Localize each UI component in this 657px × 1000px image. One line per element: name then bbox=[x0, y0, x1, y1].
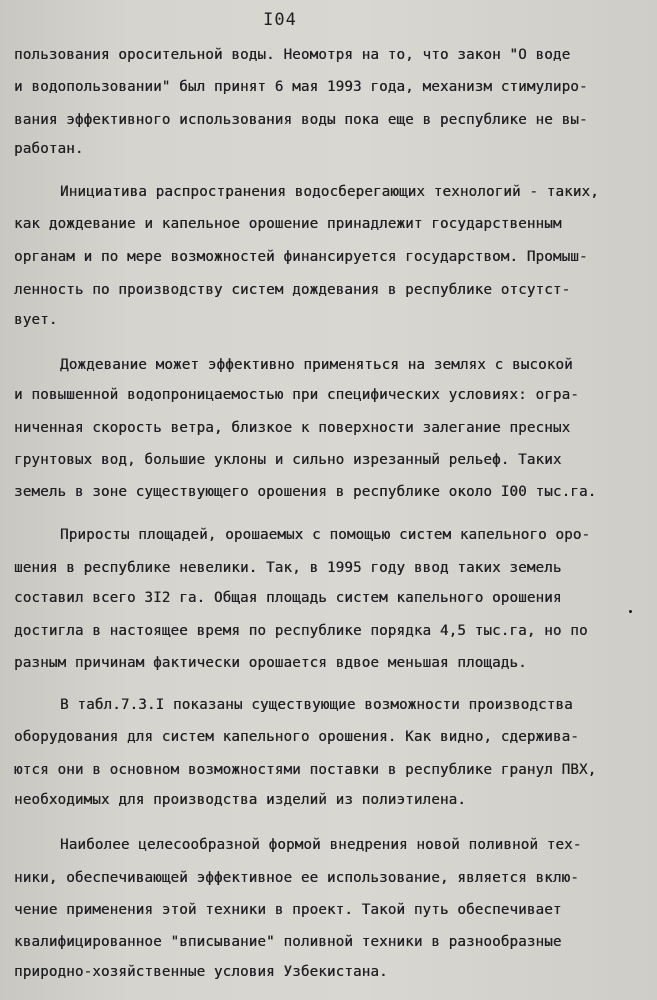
text-line: Дождевание может эффективно применяться на землях с высокой bbox=[60, 357, 573, 373]
text-line: шения в республике невелики. Так, в 1995 году ввод таких земель bbox=[14, 560, 562, 576]
text-line: ниченная скорость ветра, близкое к поверхности залегание пресных bbox=[14, 420, 571, 436]
page-number: I04 bbox=[263, 10, 297, 30]
text-line: составил всего 3I2 га. Общая площадь систем капельного орошения bbox=[14, 590, 562, 606]
text-line: оборудования для систем капельного орошения. Как видно, сдержива- bbox=[14, 729, 579, 745]
text-line: органам и по мере возможностей финансируется государством. Промыш- bbox=[14, 249, 588, 265]
text-line: природно-хозяйственные условия Узбекистана. bbox=[14, 964, 388, 980]
text-line: необходимых для производства изделий из полиэтилена. bbox=[14, 792, 466, 808]
text-line: и повышенной водопроницаемостью при специфических условиях: огра- bbox=[14, 387, 579, 403]
text-line: Инициатива распространения водосберегающих технологий - таких, bbox=[60, 184, 599, 200]
text-line: В табл.7.3.I показаны существующие возможности производства bbox=[60, 697, 573, 713]
text-line: ники, обеспечивающей эффективное ее использование, является вклю- bbox=[14, 870, 579, 886]
text-line: Наиболее целесообразной формой внедрения новой поливной тех- bbox=[60, 837, 582, 853]
text-line: как дождевание и капельное орошение принадлежит государственным bbox=[14, 216, 562, 232]
text-line: ленность по производству систем дождевания в республике отсутст- bbox=[14, 282, 571, 298]
text-line: квалифицированное "вписывание" поливной техники в разнообразные bbox=[14, 934, 562, 950]
text-line: земель в зоне существующего орошения в республике около I00 тыс.га. bbox=[14, 484, 597, 500]
text-line: Приросты площадей, орошаемых с помощью систем капельного оро- bbox=[60, 527, 591, 543]
ink-dot bbox=[629, 610, 632, 613]
text-line: работан. bbox=[14, 141, 84, 157]
text-line: вует. bbox=[14, 312, 58, 328]
text-line: вания эффективного использования воды пока еще в республике не вы- bbox=[14, 112, 588, 128]
text-line: чение применения этой техники в проект. Такой путь обеспечивает bbox=[14, 902, 562, 918]
text-line: достигла в настоящее время по республике порядка 4,5 тыс.га, но по bbox=[14, 623, 588, 639]
text-line: грунтовых вод, большие уклоны и сильно изрезанный рельеф. Таких bbox=[14, 452, 562, 468]
text-line: ются они в основном возможностями поставки в республике гранул ПВХ, bbox=[14, 762, 597, 778]
text-line: и водопользовании" был принят 6 мая 1993 года, механизм стимулиро- bbox=[14, 79, 588, 95]
text-line: пользования оросительной воды. Неомотря на то, что закон "О воде bbox=[14, 47, 571, 63]
text-line: разным причинам фактически орошается вдвое меньшая площадь. bbox=[14, 655, 527, 671]
